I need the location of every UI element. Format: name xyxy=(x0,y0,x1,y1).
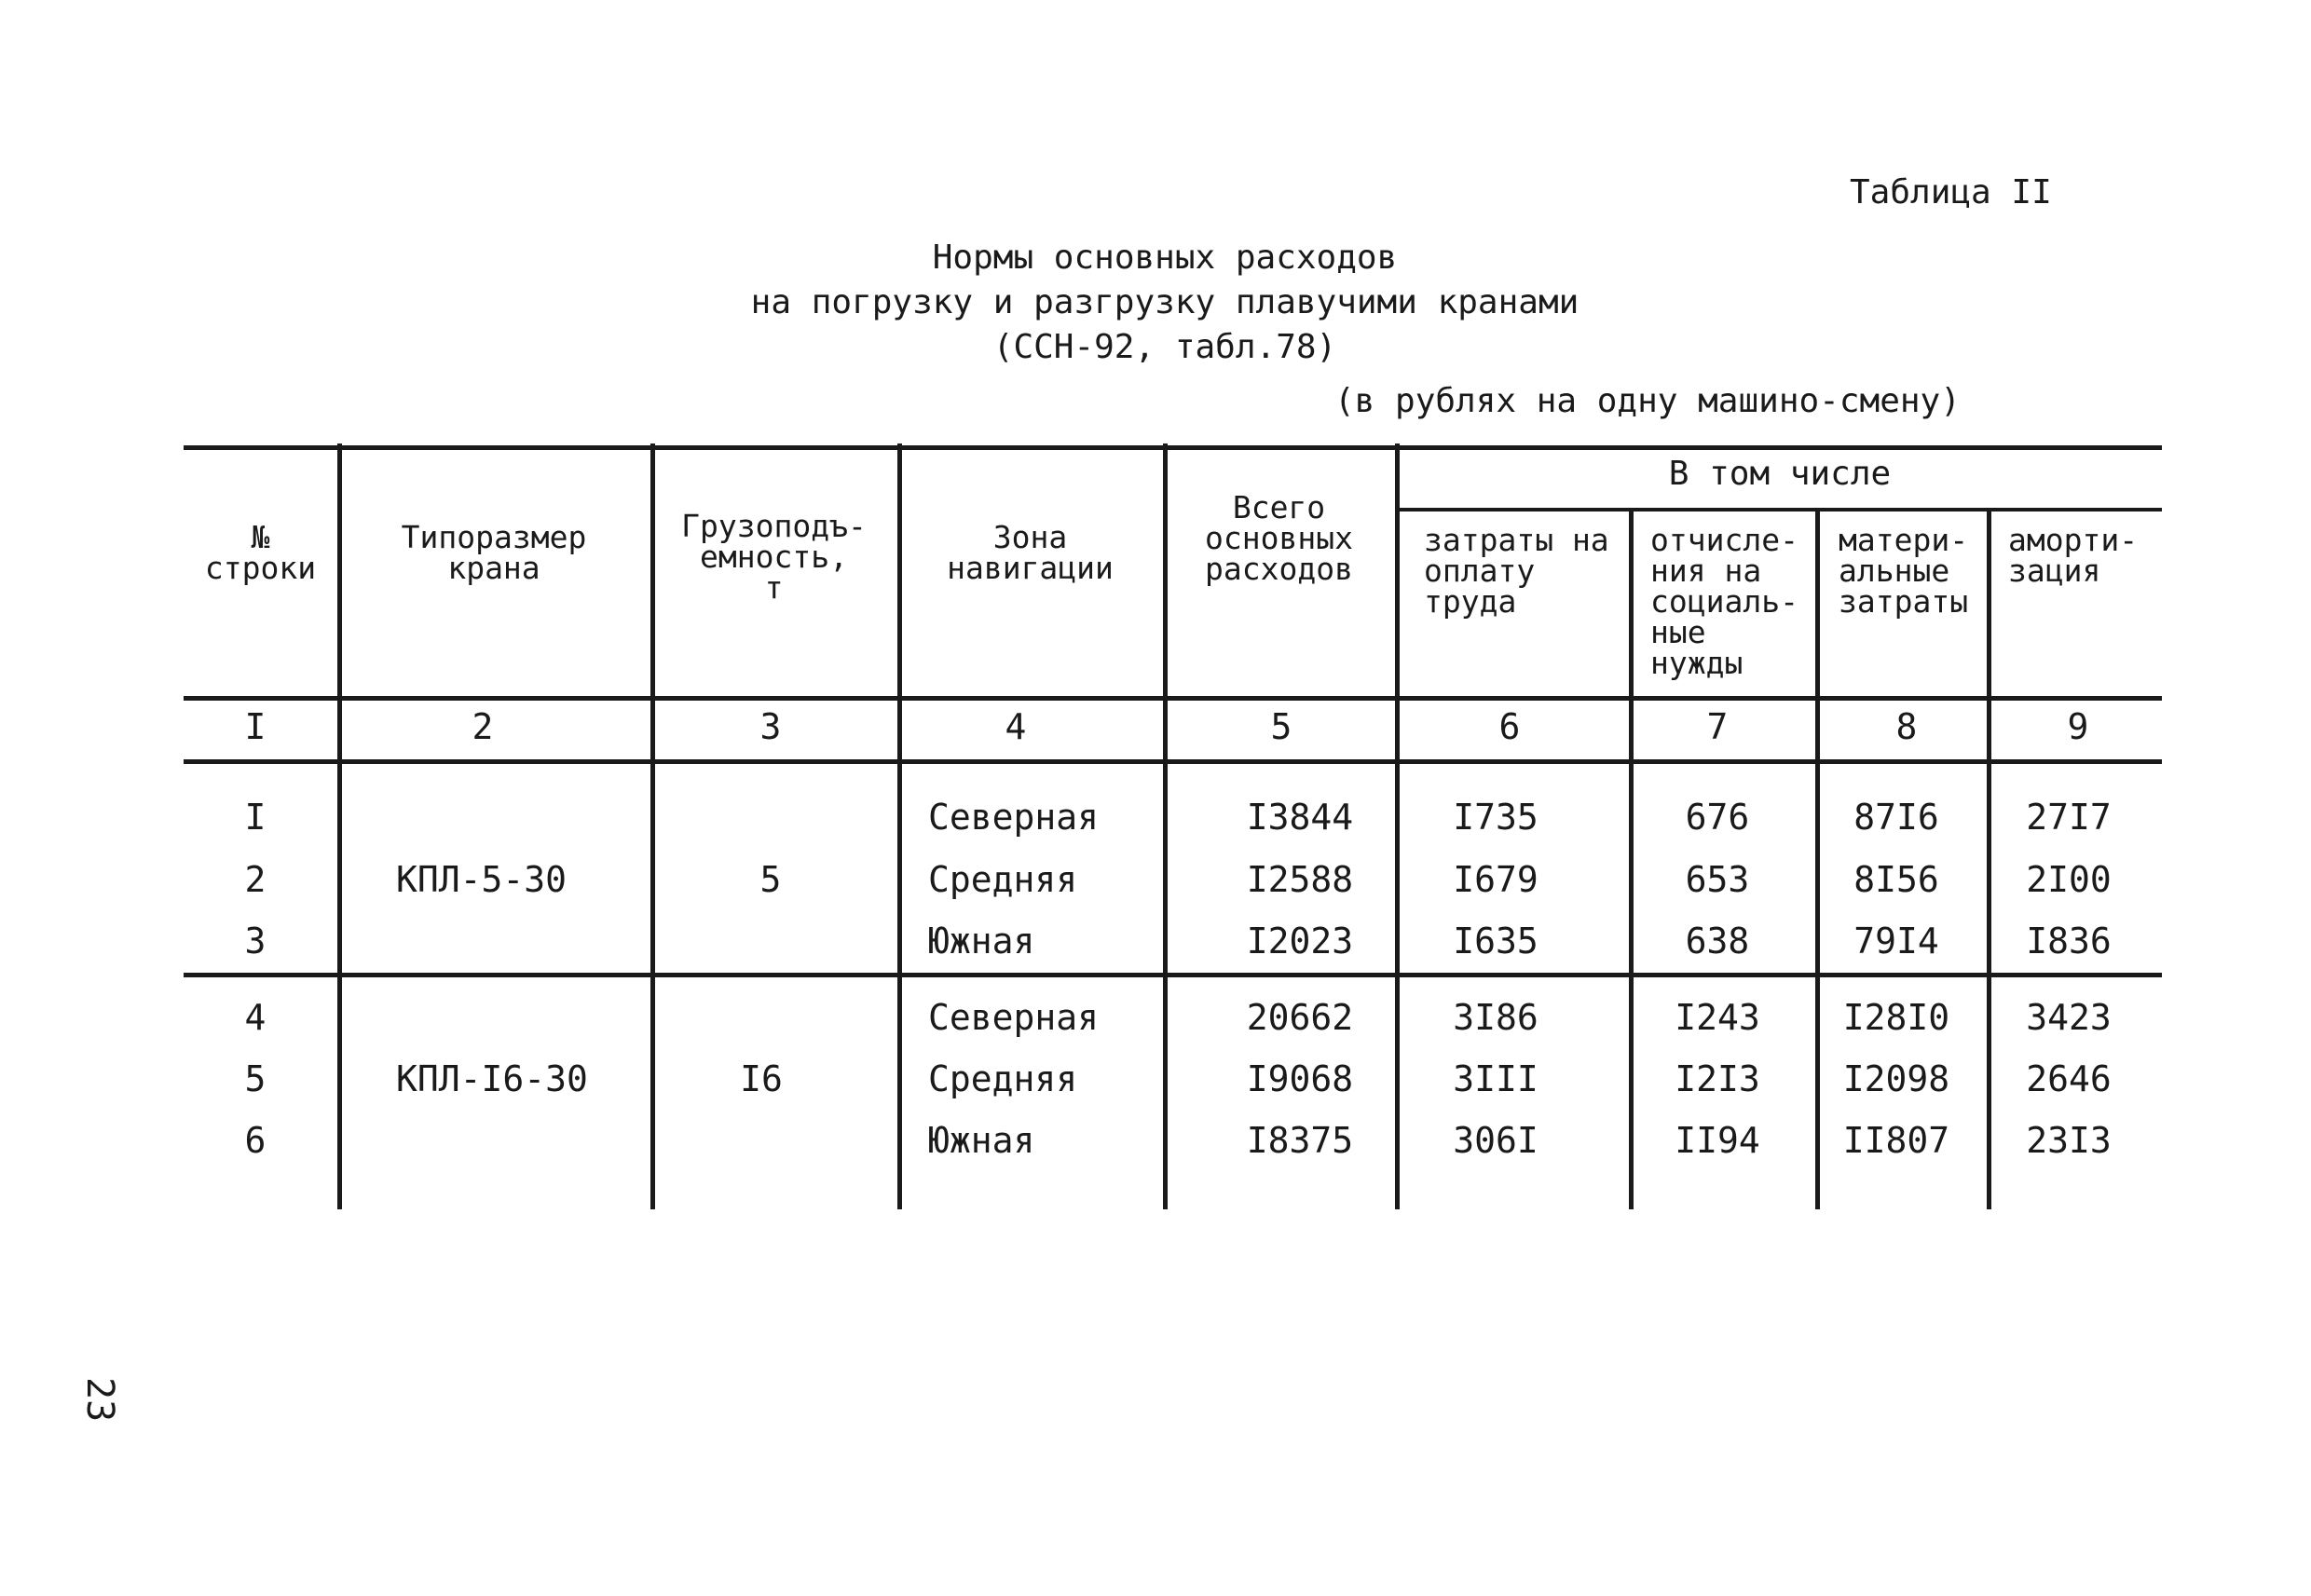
title-line-2: на погрузку и разгрузку плавучими кранами xyxy=(750,283,1579,321)
amortization: 27I7 xyxy=(2026,797,2112,838)
column-number: 9 xyxy=(2067,706,2089,747)
page-number: 23 xyxy=(78,1377,121,1423)
crane-size: КПЛ-5-30 xyxy=(396,859,567,900)
zone: Северная xyxy=(928,797,1100,838)
header-row-number: № строки xyxy=(204,519,317,586)
amortization: 23I3 xyxy=(2026,1120,2112,1161)
group-header: В том числе xyxy=(1668,455,1892,493)
title-line-3: (ССН-92, табл.78) xyxy=(992,328,1337,366)
title-line-1: Нормы основных расходов xyxy=(932,239,1398,277)
column-number: 3 xyxy=(759,706,782,747)
materials-cost: 79I4 xyxy=(1853,921,1939,962)
capacity: I6 xyxy=(740,1058,783,1099)
materials-cost: I2098 xyxy=(1842,1058,1950,1099)
header-social: отчисле- ния на социаль- ные нужды xyxy=(1650,522,1798,681)
column-number: 8 xyxy=(1895,706,1918,747)
crane-size: КПЛ-I6-30 xyxy=(396,1058,588,1099)
header-materials: матери- альные затраты xyxy=(1839,522,1969,620)
column-number: 5 xyxy=(1270,706,1292,747)
labor-cost: 306I xyxy=(1453,1120,1538,1161)
social-cost: 638 xyxy=(1685,921,1750,962)
table-label: Таблица II xyxy=(1850,173,2052,211)
column-number: 6 xyxy=(1498,706,1521,747)
social-cost: 653 xyxy=(1685,859,1750,900)
row-number: 2 xyxy=(244,859,267,900)
social-cost: I2I3 xyxy=(1675,1058,1760,1099)
amortization: I836 xyxy=(2026,921,2112,962)
header-zone: Зона навигации xyxy=(947,519,1114,586)
labor-cost: I735 xyxy=(1453,797,1538,838)
colnum-bottom-rule xyxy=(184,759,2162,764)
materials-cost: 87I6 xyxy=(1853,797,1939,838)
col-divider-5 xyxy=(1395,443,1400,1209)
group-divider-rule xyxy=(184,973,2162,977)
materials-cost: I28I0 xyxy=(1842,997,1950,1038)
header-bottom-rule xyxy=(184,696,2162,701)
amortization: 3423 xyxy=(2026,997,2112,1038)
social-cost: II94 xyxy=(1675,1120,1760,1161)
total-cost: I9068 xyxy=(1246,1058,1354,1099)
labor-cost: 3I86 xyxy=(1453,997,1538,1038)
column-number: 4 xyxy=(1005,706,1027,747)
row-number: 5 xyxy=(244,1058,267,1099)
amortization: 2646 xyxy=(2026,1058,2112,1099)
column-number: 7 xyxy=(1706,706,1729,747)
amortization: 2I00 xyxy=(2026,859,2112,900)
header-crane-size: Типоразмер крана xyxy=(401,519,587,586)
zone: Средняя xyxy=(928,1058,1078,1099)
social-cost: 676 xyxy=(1685,797,1750,838)
group-header-rule xyxy=(1398,508,2162,512)
total-cost: I2023 xyxy=(1246,921,1354,962)
labor-cost: I679 xyxy=(1453,859,1538,900)
row-number: 3 xyxy=(244,921,267,962)
zone: Средняя xyxy=(928,859,1078,900)
zone: Северная xyxy=(928,997,1100,1038)
labor-cost: 3III xyxy=(1453,1058,1538,1099)
total-cost: 20662 xyxy=(1246,997,1354,1038)
total-cost: I8375 xyxy=(1246,1120,1354,1161)
column-number: 2 xyxy=(472,706,494,747)
materials-cost: 8I56 xyxy=(1853,859,1939,900)
zone: Южная xyxy=(928,1120,1035,1161)
table-top-rule xyxy=(184,445,2162,450)
column-number: I xyxy=(244,706,267,747)
total-cost: I3844 xyxy=(1246,797,1354,838)
header-labor: затраты на оплату труда xyxy=(1424,522,1609,620)
labor-cost: I635 xyxy=(1453,921,1538,962)
row-number: I xyxy=(244,797,267,838)
header-capacity: Грузоподъ- емность, т xyxy=(681,508,867,606)
header-amortization: аморти- зация xyxy=(2008,522,2139,589)
zone: Южная xyxy=(928,921,1035,962)
units-note: (в рублях на одну машино-смену) xyxy=(1334,382,1961,420)
total-cost: I2588 xyxy=(1246,859,1354,900)
header-total: Всего основных расходов xyxy=(1205,489,1353,587)
materials-cost: II807 xyxy=(1842,1120,1950,1161)
row-number: 4 xyxy=(244,997,267,1038)
capacity: 5 xyxy=(759,859,782,900)
social-cost: I243 xyxy=(1675,997,1760,1038)
row-number: 6 xyxy=(244,1120,267,1161)
